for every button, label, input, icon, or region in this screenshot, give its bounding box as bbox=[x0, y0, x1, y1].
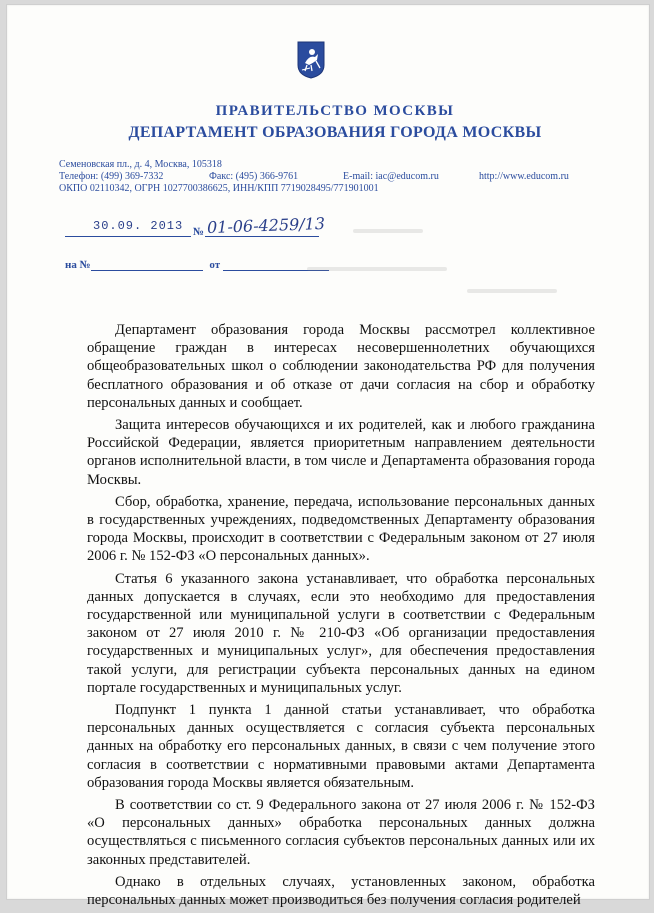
paragraph: Подпункт 1 пункта 1 данной статьи устанавливает, что обработка персональных данных осуществляется с согласия субъекта персональных данных на обработку его персональных данных, в связи с чем получение этого согласия в соответствии с нормативными правовыми актами Департамента образования города Москвы является обязательным. bbox=[87, 702, 595, 791]
contacts-block bbox=[59, 159, 599, 195]
reply-number-line bbox=[91, 261, 203, 271]
number-label: № bbox=[193, 226, 205, 238]
number-underline bbox=[205, 236, 319, 237]
bleed-through-mark bbox=[353, 229, 423, 233]
email: E-mail: iac@educom.ru bbox=[343, 171, 439, 182]
phone: Телефон: (499) 369-7332 bbox=[59, 171, 164, 182]
bleed-through-mark bbox=[467, 289, 557, 293]
outgoing-date: 30.09. 2013 bbox=[93, 219, 184, 233]
letter-body bbox=[87, 321, 595, 913]
department-title: ДЕПАРТАМЕНТ ОБРАЗОВАНИЯ ГОРОДА МОСКВЫ bbox=[128, 124, 542, 141]
fax: Факс: (495) 366-9761 bbox=[209, 171, 299, 182]
paragraph: Сбор, обработка, хранение, передача, использование персональных данных в государственных учреждениях, подведомственных Департаменту образования города Москвы, происходит в соответствии с Федеральным законом от 27 июля 2006 г. № 152-ФЗ «О персональных данных». bbox=[87, 493, 595, 565]
address: Семеновская пл., д. 4, Москва, 105318 bbox=[59, 159, 222, 170]
registration-codes: ОКПО 02110342, ОГРН 1027700386625, ИНН/КПП 7719028495/771901001 bbox=[59, 183, 379, 194]
paragraph: В соответствии со ст. 9 Федерального закона от 27 июля 2006 г. № 152-ФЗ «О персональных данных» обработка персональных данных должна осуществляться с письменного согласия субъектов персональных данных или их законных представителей. bbox=[87, 797, 595, 868]
paragraph: Однако в отдельных случаях, установленных законом, обработка персональных данных может производиться без получения согласия родителей bbox=[87, 873, 595, 909]
website: http://www.educom.ru bbox=[479, 171, 569, 182]
paragraph: Защита интересов обучающихся и их родителей, как и любого гражданина Российской Федерации, является приоритетным направлением деятельности органов исполнительной власти, в том числе и Департамента образования города Москвы. bbox=[87, 417, 595, 488]
reply-label: на № bbox=[65, 259, 91, 271]
outgoing-number: 01-06-4259/13 bbox=[206, 213, 326, 238]
from-label: от bbox=[209, 259, 221, 271]
bleed-through-mark bbox=[307, 267, 447, 271]
document-page bbox=[6, 4, 650, 909]
date-underline bbox=[65, 236, 191, 237]
government-title: ПРАВИТЕЛЬСТВО МОСКВЫ bbox=[215, 103, 455, 119]
paragraph: Статья 6 указанного закона устанавливает, что обработка персональных данных допускается в случаях, если это необходимо для предоставления государственной или муниципальной услуги в соответствии с Федеральным законом от 27 июля 2010 г. № 210-ФЗ «Об организации предоставления государственных и муниципальных услуг», для обеспечения предоставления такой услуги, для регистрации субъекта персональных данных на едином портале государственных и муниципальных услуг. bbox=[87, 570, 595, 696]
paragraph: Департамент образования города Москвы рассмотрел коллективное обращение граждан в интересах несовершеннолетних обучающихся общеобразовательных школ о соблюдении законодательства РФ для получения бесплатного образования и об отказе от дачи согласия на сбор и обработку персональных данных и сообщает. bbox=[87, 322, 595, 411]
reply-reference bbox=[65, 259, 329, 271]
moscow-coat-of-arms-icon bbox=[297, 41, 325, 79]
